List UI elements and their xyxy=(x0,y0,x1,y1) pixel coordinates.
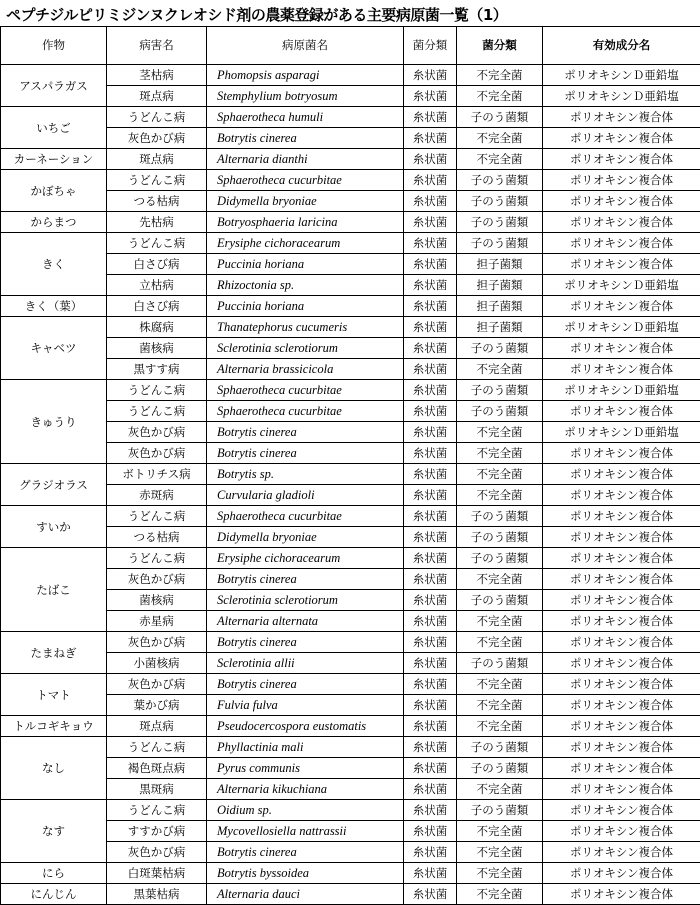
type2-cell: 担子菌類 xyxy=(457,254,543,275)
type2-cell: 子のう菌類 xyxy=(457,737,543,758)
disease-cell: 白さび病 xyxy=(107,254,207,275)
type1-cell: 糸状菌 xyxy=(404,338,457,359)
table-header-row xyxy=(1,27,700,65)
pathogen-cell: Sphaerotheca cucurbitae xyxy=(207,170,404,191)
ingredient-cell: ポリオキシン複合体 xyxy=(543,485,700,506)
type2-cell: 不完全菌 xyxy=(457,632,543,653)
pathogen-cell: Sclerotinia allii xyxy=(207,653,404,674)
pathogen-cell: Sclerotinia sclerotiorum xyxy=(207,590,404,611)
type2-cell: 子のう菌類 xyxy=(457,212,543,233)
disease-cell: 灰色かび病 xyxy=(107,443,207,464)
ingredient-cell: ポリオキシン複合体 xyxy=(543,863,700,884)
pathogen-cell: Erysiphe cichoracearum xyxy=(207,548,404,569)
ingredient-cell: ポリオキシンＤ亜鉛塩 xyxy=(543,65,700,86)
ingredient-cell: ポリオキシン複合体 xyxy=(543,716,700,737)
disease-cell: うどんこ病 xyxy=(107,506,207,527)
type2-cell: 子のう菌類 xyxy=(457,506,543,527)
pathogen-table xyxy=(0,26,700,905)
table-row xyxy=(1,464,700,485)
table-row xyxy=(1,737,700,758)
pathogen-cell: Alternaria kikuchiana xyxy=(207,779,404,800)
pathogen-cell: Botrytis cinerea xyxy=(207,842,404,863)
disease-cell: 黒すす病 xyxy=(107,359,207,380)
pathogen-cell: Alternaria alternata xyxy=(207,611,404,632)
pathogen-cell: Fulvia fulva xyxy=(207,695,404,716)
type1-cell: 糸状菌 xyxy=(404,359,457,380)
pathogen-cell: Puccinia horiana xyxy=(207,254,404,275)
crop-cell: キャベツ xyxy=(1,317,107,380)
table-row xyxy=(1,548,700,569)
disease-cell: 白さび病 xyxy=(107,296,207,317)
type2-cell: 不完全菌 xyxy=(457,149,543,170)
type2-cell: 不完全菌 xyxy=(457,779,543,800)
type1-cell: 糸状菌 xyxy=(404,128,457,149)
table-row xyxy=(1,380,700,401)
ingredient-cell: ポリオキシン複合体 xyxy=(543,233,700,254)
table-row xyxy=(1,107,700,128)
type2-cell: 子のう菌類 xyxy=(457,380,543,401)
type1-cell: 糸状菌 xyxy=(404,485,457,506)
pathogen-cell: Botrytis byssoidea xyxy=(207,863,404,884)
ingredient-cell: ポリオキシン複合体 xyxy=(543,464,700,485)
header-disease: 病害名 xyxy=(107,27,207,65)
disease-cell: 黒葉枯病 xyxy=(107,884,207,905)
type2-cell: 不完全菌 xyxy=(457,884,543,905)
crop-cell: トルコギキョウ xyxy=(1,716,107,737)
crop-cell: にんじん xyxy=(1,884,107,905)
type1-cell: 糸状菌 xyxy=(404,443,457,464)
ingredient-cell: ポリオキシン複合体 xyxy=(543,632,700,653)
crop-cell: グラジオラス xyxy=(1,464,107,506)
disease-cell: 斑点病 xyxy=(107,86,207,107)
disease-cell: 灰色かび病 xyxy=(107,569,207,590)
pathogen-cell: Sphaerotheca cucurbitae xyxy=(207,401,404,422)
pathogen-cell: Sclerotinia sclerotiorum xyxy=(207,338,404,359)
header-pathogen: 病原菌名 xyxy=(207,27,404,65)
ingredient-cell: ポリオキシンＤ亜鉛塩 xyxy=(543,275,700,296)
type1-cell: 糸状菌 xyxy=(404,863,457,884)
pathogen-cell: Stemphylium botryosum xyxy=(207,86,404,107)
pathogen-cell: Pseudocercospora eustomatis xyxy=(207,716,404,737)
type2-cell: 担子菌類 xyxy=(457,296,543,317)
type1-cell: 糸状菌 xyxy=(404,821,457,842)
disease-cell: 葉かび病 xyxy=(107,695,207,716)
ingredient-cell: ポリオキシン複合体 xyxy=(543,128,700,149)
type2-cell: 子のう菌類 xyxy=(457,653,543,674)
table-row xyxy=(1,149,700,170)
ingredient-cell: ポリオキシン複合体 xyxy=(543,548,700,569)
disease-cell: うどんこ病 xyxy=(107,401,207,422)
ingredient-cell: ポリオキシンＤ亜鉛塩 xyxy=(543,422,700,443)
ingredient-cell: ポリオキシン複合体 xyxy=(543,338,700,359)
pathogen-cell: Didymella bryoniae xyxy=(207,191,404,212)
disease-cell: うどんこ病 xyxy=(107,170,207,191)
type1-cell: 糸状菌 xyxy=(404,212,457,233)
disease-cell: 灰色かび病 xyxy=(107,422,207,443)
ingredient-cell: ポリオキシン複合体 xyxy=(543,527,700,548)
type2-cell: 不完全菌 xyxy=(457,716,543,737)
type2-cell: 不完全菌 xyxy=(457,674,543,695)
pathogen-cell: Botryosphaeria laricina xyxy=(207,212,404,233)
pathogen-cell: Botrytis cinerea xyxy=(207,674,404,695)
type1-cell: 糸状菌 xyxy=(404,800,457,821)
pathogen-cell: Botrytis cinerea xyxy=(207,569,404,590)
type1-cell: 糸状菌 xyxy=(404,296,457,317)
pathogen-cell: Sphaerotheca cucurbitae xyxy=(207,506,404,527)
disease-cell: つる枯病 xyxy=(107,191,207,212)
type1-cell: 糸状菌 xyxy=(404,590,457,611)
ingredient-cell: ポリオキシン複合体 xyxy=(543,758,700,779)
disease-cell: うどんこ病 xyxy=(107,737,207,758)
type2-cell: 不完全菌 xyxy=(457,569,543,590)
pathogen-cell: Oidium sp. xyxy=(207,800,404,821)
disease-cell: うどんこ病 xyxy=(107,800,207,821)
pathogen-cell: Alternaria dauci xyxy=(207,884,404,905)
header-type1: 菌分類 xyxy=(404,27,457,65)
ingredient-cell: ポリオキシン複合体 xyxy=(543,737,700,758)
pathogen-cell: Alternaria dianthi xyxy=(207,149,404,170)
type1-cell: 糸状菌 xyxy=(404,233,457,254)
header-crop: 作物 xyxy=(1,27,107,65)
crop-cell: きゅうり xyxy=(1,380,107,464)
type2-cell: 子のう菌類 xyxy=(457,548,543,569)
type2-cell: 子のう菌類 xyxy=(457,107,543,128)
type1-cell: 糸状菌 xyxy=(404,548,457,569)
disease-cell: 小菌核病 xyxy=(107,653,207,674)
type1-cell: 糸状菌 xyxy=(404,527,457,548)
type1-cell: 糸状菌 xyxy=(404,107,457,128)
type1-cell: 糸状菌 xyxy=(404,464,457,485)
type2-cell: 不完全菌 xyxy=(457,485,543,506)
ingredient-cell: ポリオキシン複合体 xyxy=(543,443,700,464)
type1-cell: 糸状菌 xyxy=(404,275,457,296)
pathogen-cell: Botrytis cinerea xyxy=(207,632,404,653)
pathogen-cell: Phomopsis asparagi xyxy=(207,65,404,86)
pathogen-cell: Erysiphe cichoracearum xyxy=(207,233,404,254)
pathogen-cell: Botrytis cinerea xyxy=(207,128,404,149)
disease-cell: 灰色かび病 xyxy=(107,632,207,653)
pathogen-cell: Botrytis sp. xyxy=(207,464,404,485)
type2-cell: 子のう菌類 xyxy=(457,590,543,611)
disease-cell: 菌核病 xyxy=(107,590,207,611)
type2-cell: 子のう菌類 xyxy=(457,527,543,548)
ingredient-cell: ポリオキシンＤ亜鉛塩 xyxy=(543,86,700,107)
ingredient-cell: ポリオキシン複合体 xyxy=(543,191,700,212)
pathogen-cell: Curvularia gladioli xyxy=(207,485,404,506)
type1-cell: 糸状菌 xyxy=(404,716,457,737)
disease-cell: 斑点病 xyxy=(107,149,207,170)
ingredient-cell: ポリオキシン複合体 xyxy=(543,569,700,590)
disease-cell: 黒斑病 xyxy=(107,779,207,800)
type2-cell: 不完全菌 xyxy=(457,359,543,380)
table-row xyxy=(1,674,700,695)
type2-cell: 子のう菌類 xyxy=(457,233,543,254)
ingredient-cell: ポリオキシン複合体 xyxy=(543,884,700,905)
disease-cell: 茎枯病 xyxy=(107,65,207,86)
disease-cell: 灰色かび病 xyxy=(107,842,207,863)
disease-cell: ボトリチス病 xyxy=(107,464,207,485)
type2-cell: 子のう菌類 xyxy=(457,170,543,191)
crop-cell: たまねぎ xyxy=(1,632,107,674)
table-row xyxy=(1,296,700,317)
crop-cell: かぼちゃ xyxy=(1,170,107,212)
ingredient-cell: ポリオキシン複合体 xyxy=(543,821,700,842)
table-row xyxy=(1,863,700,884)
table-row xyxy=(1,65,700,86)
ingredient-cell: ポリオキシン複合体 xyxy=(543,674,700,695)
pathogen-cell: Didymella bryoniae xyxy=(207,527,404,548)
disease-cell: 株腐病 xyxy=(107,317,207,338)
type2-cell: 不完全菌 xyxy=(457,128,543,149)
ingredient-cell: ポリオキシン複合体 xyxy=(543,590,700,611)
ingredient-cell: ポリオキシン複合体 xyxy=(543,170,700,191)
type2-cell: 不完全菌 xyxy=(457,821,543,842)
crop-cell: カーネーション xyxy=(1,149,107,170)
pathogen-cell: Pyrus communis xyxy=(207,758,404,779)
pathogen-cell: Botrytis cinerea xyxy=(207,443,404,464)
table-row xyxy=(1,800,700,821)
ingredient-cell: ポリオキシンＤ亜鉛塩 xyxy=(543,380,700,401)
ingredient-cell: ポリオキシン複合体 xyxy=(543,212,700,233)
table-row xyxy=(1,632,700,653)
crop-cell: たばこ xyxy=(1,548,107,632)
type2-cell: 不完全菌 xyxy=(457,86,543,107)
table-row xyxy=(1,170,700,191)
type2-cell: 子のう菌類 xyxy=(457,338,543,359)
type1-cell: 糸状菌 xyxy=(404,149,457,170)
type1-cell: 糸状菌 xyxy=(404,254,457,275)
ingredient-cell: ポリオキシン複合体 xyxy=(543,653,700,674)
type1-cell: 糸状菌 xyxy=(404,317,457,338)
ingredient-cell: ポリオキシン複合体 xyxy=(543,506,700,527)
pathogen-cell: Rhizoctonia sp. xyxy=(207,275,404,296)
type1-cell: 糸状菌 xyxy=(404,401,457,422)
type2-cell: 不完全菌 xyxy=(457,464,543,485)
type1-cell: 糸状菌 xyxy=(404,884,457,905)
ingredient-cell: ポリオキシン複合体 xyxy=(543,149,700,170)
type2-cell: 子のう菌類 xyxy=(457,191,543,212)
ingredient-cell: ポリオキシン複合体 xyxy=(543,695,700,716)
pathogen-cell: Botrytis cinerea xyxy=(207,422,404,443)
header-type2: 菌分類 xyxy=(457,27,543,65)
type2-cell: 不完全菌 xyxy=(457,443,543,464)
ingredient-cell: ポリオキシン複合体 xyxy=(543,296,700,317)
type1-cell: 糸状菌 xyxy=(404,779,457,800)
type1-cell: 糸状菌 xyxy=(404,569,457,590)
disease-cell: 立枯病 xyxy=(107,275,207,296)
type1-cell: 糸状菌 xyxy=(404,695,457,716)
ingredient-cell: ポリオキシン複合体 xyxy=(543,401,700,422)
crop-cell: アスパラガス xyxy=(1,65,107,107)
crop-cell: なす xyxy=(1,800,107,863)
disease-cell: 先枯病 xyxy=(107,212,207,233)
disease-cell: すすかび病 xyxy=(107,821,207,842)
disease-cell: うどんこ病 xyxy=(107,548,207,569)
pathogen-cell: Phyllactinia mali xyxy=(207,737,404,758)
disease-cell: 灰色かび病 xyxy=(107,674,207,695)
type2-cell: 不完全菌 xyxy=(457,65,543,86)
type1-cell: 糸状菌 xyxy=(404,422,457,443)
disease-cell: つる枯病 xyxy=(107,527,207,548)
type2-cell: 不完全菌 xyxy=(457,422,543,443)
type2-cell: 担子菌類 xyxy=(457,275,543,296)
pathogen-cell: Mycovellosiella nattrassii xyxy=(207,821,404,842)
table-row xyxy=(1,884,700,905)
pathogen-cell: Thanatephorus cucumeris xyxy=(207,317,404,338)
crop-cell: いちご xyxy=(1,107,107,149)
crop-cell: トマト xyxy=(1,674,107,716)
ingredient-cell: ポリオキシン複合体 xyxy=(543,611,700,632)
type1-cell: 糸状菌 xyxy=(404,653,457,674)
disease-cell: うどんこ病 xyxy=(107,380,207,401)
disease-cell: 菌核病 xyxy=(107,338,207,359)
type2-cell: 担子菌類 xyxy=(457,317,543,338)
type1-cell: 糸状菌 xyxy=(404,191,457,212)
ingredient-cell: ポリオキシン複合体 xyxy=(543,359,700,380)
ingredient-cell: ポリオキシン複合体 xyxy=(543,107,700,128)
crop-cell: からまつ xyxy=(1,212,107,233)
disease-cell: 斑点病 xyxy=(107,716,207,737)
pathogen-cell: Sphaerotheca cucurbitae xyxy=(207,380,404,401)
header-ingredient: 有効成分名 xyxy=(543,27,700,65)
disease-cell: 白斑葉枯病 xyxy=(107,863,207,884)
crop-cell: なし xyxy=(1,737,107,800)
ingredient-cell: ポリオキシン複合体 xyxy=(543,779,700,800)
pathogen-cell: Alternaria brassicicola xyxy=(207,359,404,380)
type1-cell: 糸状菌 xyxy=(404,380,457,401)
type1-cell: 糸状菌 xyxy=(404,674,457,695)
table-row xyxy=(1,233,700,254)
table-row xyxy=(1,212,700,233)
type1-cell: 糸状菌 xyxy=(404,611,457,632)
type1-cell: 糸状菌 xyxy=(404,758,457,779)
table-row xyxy=(1,506,700,527)
disease-cell: うどんこ病 xyxy=(107,233,207,254)
type2-cell: 子のう菌類 xyxy=(457,758,543,779)
type2-cell: 不完全菌 xyxy=(457,695,543,716)
ingredient-cell: ポリオキシン複合体 xyxy=(543,254,700,275)
crop-cell: きく（葉） xyxy=(1,296,107,317)
type2-cell: 子のう菌類 xyxy=(457,800,543,821)
crop-cell: にら xyxy=(1,863,107,884)
type1-cell: 糸状菌 xyxy=(404,65,457,86)
type1-cell: 糸状菌 xyxy=(404,737,457,758)
crop-cell: きく xyxy=(1,233,107,296)
disease-cell: 褐色斑点病 xyxy=(107,758,207,779)
type1-cell: 糸状菌 xyxy=(404,632,457,653)
page-title: ペプチジルピリミジンヌクレオシド剤の農薬登録がある主要病原菌一覧（1） xyxy=(6,4,507,25)
type2-cell: 子のう菌類 xyxy=(457,401,543,422)
type2-cell: 不完全菌 xyxy=(457,863,543,884)
table-row xyxy=(1,317,700,338)
disease-cell: 灰色かび病 xyxy=(107,128,207,149)
pathogen-cell: Puccinia horiana xyxy=(207,296,404,317)
disease-cell: うどんこ病 xyxy=(107,107,207,128)
type1-cell: 糸状菌 xyxy=(404,842,457,863)
disease-cell: 赤星病 xyxy=(107,611,207,632)
ingredient-cell: ポリオキシンＤ亜鉛塩 xyxy=(543,317,700,338)
table-row xyxy=(1,716,700,737)
pathogen-cell: Sphaerotheca humuli xyxy=(207,107,404,128)
type1-cell: 糸状菌 xyxy=(404,170,457,191)
crop-cell: すいか xyxy=(1,506,107,548)
ingredient-cell: ポリオキシン複合体 xyxy=(543,800,700,821)
type1-cell: 糸状菌 xyxy=(404,86,457,107)
disease-cell: 赤斑病 xyxy=(107,485,207,506)
type1-cell: 糸状菌 xyxy=(404,506,457,527)
type2-cell: 不完全菌 xyxy=(457,842,543,863)
type2-cell: 不完全菌 xyxy=(457,611,543,632)
ingredient-cell: ポリオキシン複合体 xyxy=(543,842,700,863)
